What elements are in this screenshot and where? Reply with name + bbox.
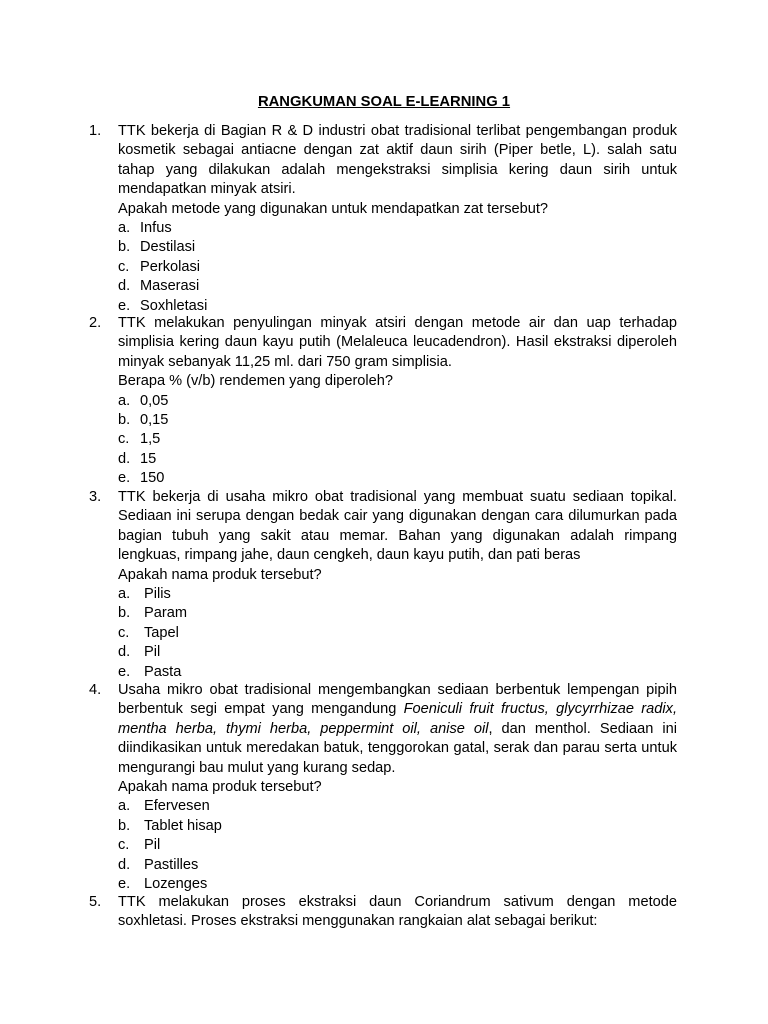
option-text: Param [144,605,187,622]
answer-option [118,392,677,411]
answer-option [118,797,677,816]
option-text: Tablet hisap [144,817,222,834]
answer-option [118,258,677,277]
option-letter: e. [118,297,131,314]
answer-options [118,392,677,489]
question-number: 2. [89,315,102,331]
option-letter: a. [118,220,131,237]
answer-option [118,238,677,257]
answer-option [118,836,677,855]
option-text: 15 [140,450,157,467]
answer-option [118,604,677,623]
option-text: Pasta [144,663,182,680]
question-number: 4. [89,682,102,698]
question-number: 5. [89,894,102,910]
question-prompt: Apakah metode yang digunakan untuk mendapatkan zat tersebut? [118,200,549,217]
question-body [118,893,677,932]
answer-option [118,469,677,488]
answer-option [118,219,677,238]
answer-option [118,585,677,604]
answer-option [118,430,677,449]
stem-ingredients-italic: Foeniculi fruit fructus, glycyrrhizae radix, mentha herba, thymi herba, peppermint oil, anise oil [118,701,677,737]
answer-option [118,663,677,682]
answer-option [118,875,677,894]
option-text: 1,5 [140,431,161,448]
option-letter: a. [118,392,131,409]
stem-text-before: Usaha mikro obat tradisional mengembangkan sediaan berbentuk lempengan pipih berbentuk segi empat yang mengandung [118,682,677,718]
question-stem: TTK bekerja di usaha mikro obat tradisional yang membuat suatu sediaan topikal. Sediaan ini serupa dengan bedak cair yang digunakan dengan cara dilumurkan pada bagian tubuh yang sakit atau memar. Bahan yang digunakan adalah rimpang lengkuas, rimpang jahe, daun cengkeh, daun kayu putih, dan pati beras [118,489,677,564]
answer-option [118,277,677,296]
option-letter: a. [118,798,131,815]
option-letter: e. [118,876,131,892]
option-letter: b. [118,412,131,429]
option-text: Pil [144,644,161,661]
answer-options [118,219,677,316]
question-stem: TTK melakukan proses ekstraksi daun Coriandrum sativum dengan metode soxhletasi. Proses ekstraksi menggunakan rangkaian alat sebagai berikut: [118,894,677,930]
question-body [118,122,677,316]
option-letter: b. [118,239,131,256]
answer-option [118,817,677,836]
answer-options [118,797,677,894]
question-stem: TTK bekerja di Bagian R & D industri obat tradisional terlibat pengembangan produk kosmetik sebagai antiacne dengan zat aktif daun sirih (Piper betle, L). salah satu tahap yang dilakukan adalah mengekstraksi simplisia kering daun sirih untuk mendapatkan minyak atsiri. [118,123,677,198]
option-text: Pil [144,837,161,854]
option-text: 0,05 [140,392,169,409]
option-letter: d. [118,856,131,873]
option-text: Efervesen [144,798,210,815]
question-number: 1. [89,123,102,139]
option-letter: d. [118,644,131,661]
option-letter: d. [118,278,131,295]
option-text: Maserasi [140,278,200,295]
option-text: 0,15 [140,412,169,429]
question-stem [118,681,677,778]
stem-text-after: , dan menthol. Sediaan ini diindikasikan untuk meredakan batuk, tenggorokan gatal, serak dan parau serta untuk mengurangi bau mulut yang kurang sedap. [118,720,678,776]
question-prompt: Apakah nama produk tersebut? [118,566,322,583]
question-body [118,314,677,489]
option-text: 150 [140,470,165,487]
option-text: Tapel [144,624,179,641]
answer-option [118,643,677,662]
answer-option [118,624,677,643]
question-prompt: Berapa % (v/b) rendemen yang diperoleh? [118,373,394,390]
answer-option [118,450,677,469]
question-prompt: Apakah nama produk tersebut? [118,779,322,796]
question-stem: TTK melakukan penyulingan minyak atsiri dengan metode air dan uap terhadap simplisia kering daun kayu putih (Melaleuca leucadendron). Hasil ekstraksi diperoleh minyak sebanyak 11,25 ml. dari 750 gram simplisia. [118,315,677,370]
option-letter: a. [118,586,131,603]
option-letter: c. [118,624,130,641]
option-text: Soxhletasi [140,297,208,314]
option-letter: c. [118,258,130,275]
answer-options [118,585,677,682]
option-text: Lozenges [144,876,208,892]
option-letter: b. [118,817,131,834]
option-text: Pastilles [144,856,199,873]
option-letter: b. [118,605,131,622]
question-body [118,681,677,894]
answer-option [118,411,677,430]
option-letter: e. [118,663,131,680]
answer-option [118,856,677,875]
question-number: 3. [89,489,102,505]
option-letter: c. [118,431,130,448]
option-text: Perkolasi [140,258,201,275]
option-text: Infus [140,220,172,237]
option-text: Destilasi [140,239,196,256]
option-text: Pilis [144,586,171,603]
option-letter: e. [118,470,131,487]
question-body [118,488,677,682]
option-letter: d. [118,450,131,467]
option-letter: c. [118,837,130,854]
document-title: RANGKUMAN SOAL E-LEARNING 1 [257,94,511,110]
